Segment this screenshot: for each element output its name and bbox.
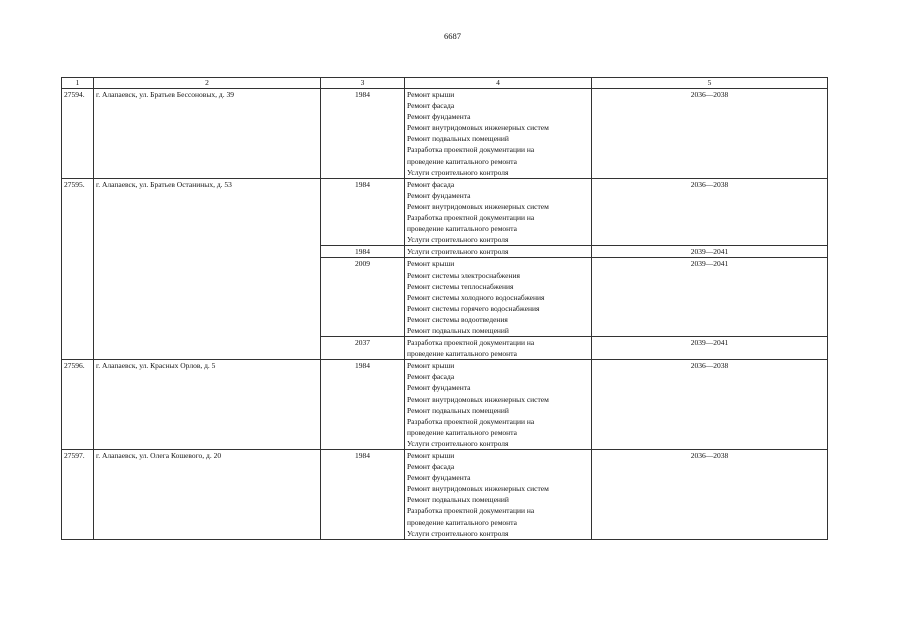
header-row (62, 78, 828, 89)
record-number: 27595. (62, 178, 94, 360)
repair-work-item: Ремонт фундамента (407, 190, 471, 200)
repair-works-list (405, 450, 592, 540)
repair-work-item: проведение капитального ремонта (407, 224, 517, 234)
repair-work-item: Услуги строительного контроля (407, 235, 509, 245)
planned-period: 2036—2038 (592, 178, 828, 246)
commissioning-year: 1984 (321, 89, 405, 179)
repair-work-item: проведение капитального ремонта (407, 156, 517, 166)
record-number: 27594. (62, 89, 94, 179)
repair-work-item: Ремонт системы теплоснабжения (407, 281, 514, 291)
repair-work-item: Услуги строительного контроля (407, 167, 509, 177)
record-number: 27596. (62, 360, 94, 450)
repair-work-item: Ремонт системы горячего водоснабжения (407, 303, 540, 313)
repair-work-item: Ремонт крыши (407, 361, 455, 371)
record-address: г. Алапаевск, ул. Олега Кошевого, д. 20 (94, 450, 321, 540)
repair-work-item: Ремонт подвальных помещений (407, 495, 509, 505)
commissioning-year: 2009 (321, 258, 405, 337)
repair-works-list (405, 360, 592, 450)
repair-work-item: Ремонт системы электроснабжения (407, 270, 520, 280)
planned-period: 2036—2038 (592, 360, 828, 450)
repair-work-item: проведение капитального ремонта (407, 517, 517, 527)
repair-works-list (405, 258, 592, 337)
repair-work-item: Разработка проектной документации на (407, 338, 535, 348)
header-cell-3: 3 (321, 78, 405, 89)
table-row (62, 178, 828, 246)
repair-works-list (405, 89, 592, 179)
table-row (62, 89, 828, 179)
record-number: 27597. (62, 450, 94, 540)
repair-work-item: Ремонт фасада (407, 462, 455, 472)
repair-work-item: Ремонт системы водоотведения (407, 314, 508, 324)
page-number: 6687 (444, 31, 461, 41)
capital-repair-table (61, 77, 828, 540)
repair-work-item: Ремонт фундамента (407, 112, 471, 122)
commissioning-year: 1984 (321, 360, 405, 450)
repair-work-item: Услуги строительного контроля (407, 438, 509, 448)
header-cell-5: 5 (592, 78, 828, 89)
table-row (62, 450, 828, 540)
commissioning-year: 1984 (321, 450, 405, 540)
header-cell-2: 2 (94, 78, 321, 89)
repair-works-list (405, 246, 592, 258)
record-address: г. Алапаевск, ул. Братьев Останиных, д. 53 (94, 178, 321, 360)
repair-work-item: Ремонт крыши (407, 451, 455, 460)
repair-work-item: Разработка проектной документации на (407, 506, 535, 516)
repair-work-item: проведение капитального ремонта (407, 427, 517, 437)
repair-work-item: Услуги строительного контроля (407, 247, 509, 257)
planned-period: 2036—2038 (592, 89, 828, 179)
planned-period: 2039—2041 (592, 258, 828, 337)
repair-work-item: Ремонт подвальных помещений (407, 134, 509, 144)
repair-work-item: Ремонт фасада (407, 101, 455, 111)
planned-period: 2036—2038 (592, 450, 828, 540)
repair-works-list (405, 178, 592, 246)
repair-work-item: Ремонт фундамента (407, 473, 471, 483)
repair-works-list (405, 337, 592, 360)
repair-work-item: Ремонт крыши (407, 90, 455, 99)
repair-work-item: Ремонт подвальных помещений (407, 405, 509, 415)
repair-work-item: Ремонт подвальных помещений (407, 325, 509, 335)
header-cell-4: 4 (405, 78, 592, 89)
repair-work-item: Ремонт фасада (407, 179, 455, 189)
repair-work-item: Ремонт внутридомовых инженерных систем (407, 201, 549, 211)
repair-work-item: Ремонт крыши (407, 259, 455, 269)
header-cell-1: 1 (62, 78, 94, 89)
record-address: г. Алапаевск, ул. Красных Орлов, д. 5 (94, 360, 321, 450)
repair-work-item: Ремонт внутридомовых инженерных систем (407, 394, 549, 404)
repair-work-item: Ремонт фундамента (407, 383, 471, 393)
commissioning-year: 1984 (321, 178, 405, 246)
repair-work-item: Ремонт фасада (407, 372, 455, 382)
repair-work-item: Разработка проектной документации на (407, 416, 535, 426)
repair-work-item: Ремонт внутридомовых инженерных систем (407, 484, 549, 494)
table-row (62, 360, 828, 450)
repair-work-item: Разработка проектной документации на (407, 145, 535, 155)
repair-work-item: проведение капитального ремонта (407, 349, 517, 359)
planned-period: 2039—2041 (592, 246, 828, 258)
repair-work-item: Разработка проектной документации на (407, 213, 535, 223)
planned-period: 2039—2041 (592, 337, 828, 360)
repair-work-item: Ремонт системы холодного водоснабжения (407, 292, 545, 302)
table-body (62, 78, 828, 540)
commissioning-year: 1984 (321, 246, 405, 258)
repair-work-item: Ремонт внутридомовых инженерных систем (407, 123, 549, 133)
commissioning-year: 2037 (321, 337, 405, 360)
repair-work-item: Услуги строительного контроля (407, 528, 509, 538)
record-address: г. Алапаевск, ул. Братьев Бессоновых, д. 39 (94, 89, 321, 179)
